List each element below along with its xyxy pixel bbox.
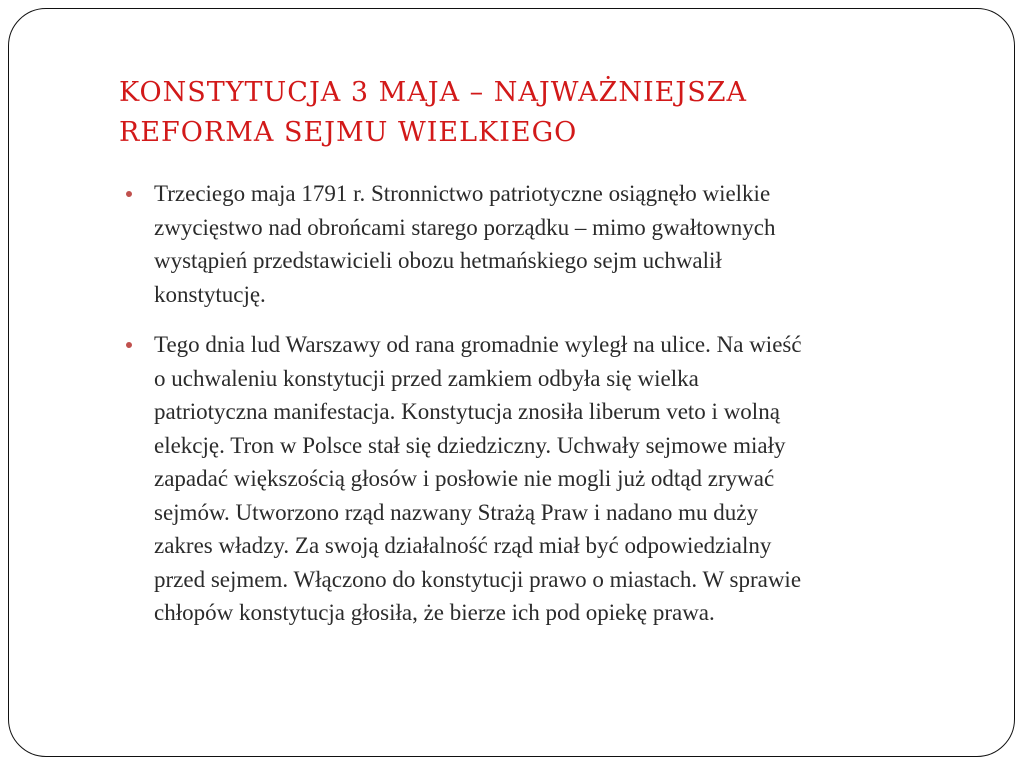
bullet-line: zakres władzy. Za swoją działalność rząd miał być odpowiedzialny [154, 533, 772, 558]
bullet-list [124, 177, 964, 630]
bullet-line: sejmów. Utworzono rząd nazwany Strażą Praw i nadano mu duży [154, 499, 758, 525]
bullet-text [154, 177, 964, 311]
bullet-line: przed sejmem. Włączono do konstytucji prawo o miastach. W sprawie [154, 566, 802, 592]
bullet-dot-icon [126, 191, 132, 197]
bullet-line: zapadać większością głosów i posłowie nie mogli już odtąd zrywać [154, 466, 775, 491]
bullet-text [154, 328, 964, 630]
bullet-line: wystąpień przedstawicieli obozu hetmańskiego sejm uchwalił [154, 248, 722, 273]
title-line-2: REFORMA SEJMU WIELKIEGO [119, 117, 578, 148]
bullet-line: o uchwaleniu konstytucji przed zamkiem odbyła się wielka [154, 365, 699, 391]
bullet-item-1 [124, 177, 964, 311]
bullet-line: konstytucję. [154, 281, 266, 307]
slide-title [119, 73, 879, 153]
bullet-item-2 [124, 328, 964, 630]
bullet-line: elekcję. Tron w Polsce stał się dziedziczny. Uchwały sejmowe miały [154, 432, 786, 458]
bullet-line: chłopów konstytucja głosiła, że bierze ich pod opiekę prawa. [154, 600, 715, 625]
bullet-line: zwycięstwo nad obrońcami starego porządku – mimo gwałtownych [154, 214, 776, 240]
slide-frame [8, 8, 1015, 757]
bullet-line: Trzeciego maja 1791 r. Stronnictwo patriotyczne osiągnęło wielkie [154, 181, 771, 206]
title-line-1: KONSTYTUCJA 3 MAJA – NAJWAŻNIEJSZA [119, 77, 747, 108]
bullet-dot-icon [126, 342, 132, 348]
bullet-line: Tego dnia lud Warszawy od rana gromadnie wyległ na ulice. Na wieść [154, 332, 802, 357]
bullet-line: patriotyczna manifestacja. Konstytucja znosiła liberum veto i wolną [154, 399, 780, 424]
